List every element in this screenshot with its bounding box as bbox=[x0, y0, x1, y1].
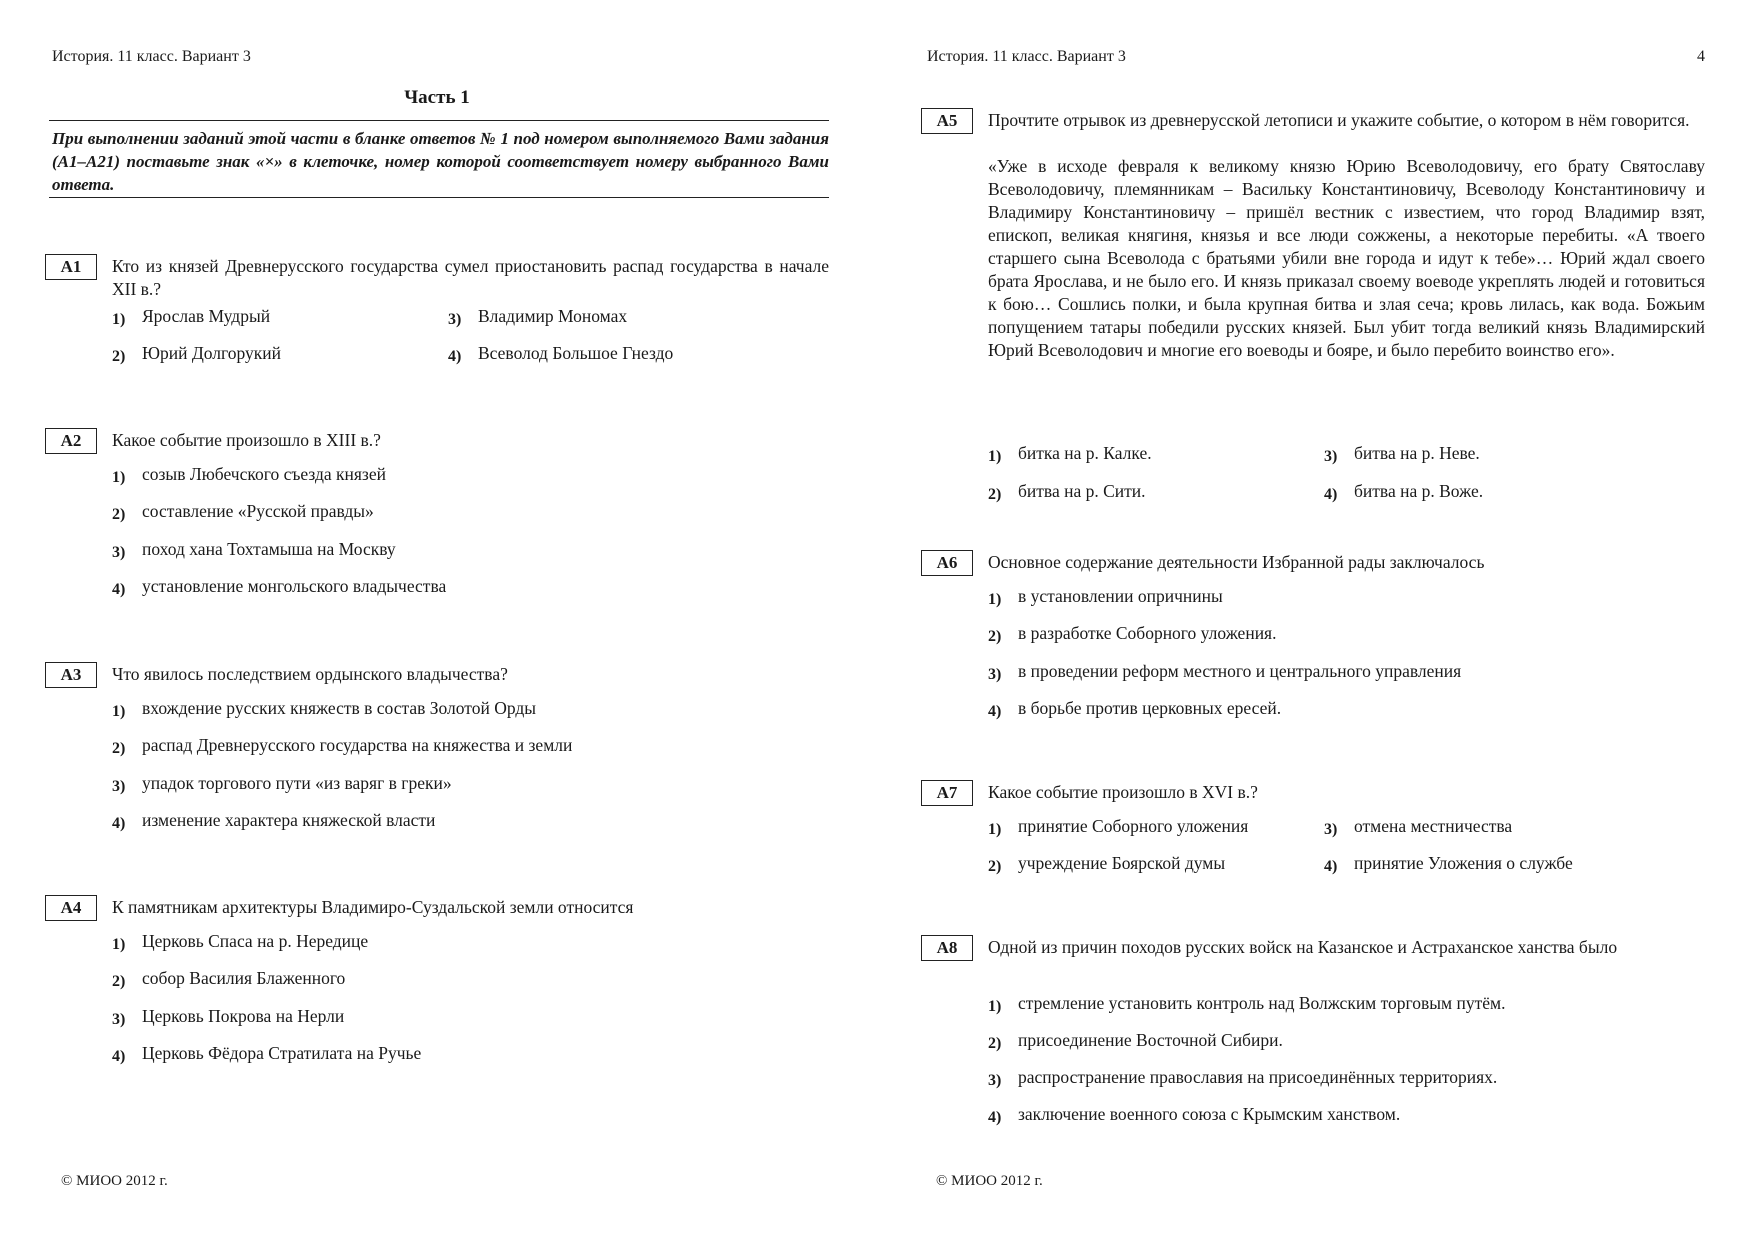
option-number: 2) bbox=[112, 506, 126, 523]
option-text: учреждение Боярской думы bbox=[1018, 853, 1226, 873]
option bbox=[988, 660, 1461, 683]
option bbox=[112, 463, 386, 486]
option-text: присоединение Восточной Сибири. bbox=[1018, 1030, 1283, 1050]
option bbox=[112, 967, 345, 990]
option-number: 1) bbox=[112, 936, 126, 953]
question-text: Какое событие произошло в XIII в.? bbox=[112, 430, 381, 450]
question-text: Одной из причин походов русских войск на Казанское и Астраханское ханства было bbox=[988, 937, 1618, 957]
option bbox=[112, 697, 536, 720]
option-text: битва на р. Воже. bbox=[1354, 481, 1484, 501]
option-number: 4) bbox=[112, 1048, 126, 1065]
option-number: 3) bbox=[448, 311, 462, 328]
option-number: 3) bbox=[988, 666, 1002, 683]
option-text: изменение характера княжеской власти bbox=[142, 810, 436, 830]
option-text: в проведении реформ местного и центрального управления bbox=[1018, 661, 1462, 681]
option-number: 4) bbox=[448, 348, 462, 365]
option bbox=[112, 772, 452, 795]
question-number: А5 bbox=[921, 108, 973, 134]
option bbox=[112, 305, 270, 328]
option-text: установление монгольского владычества bbox=[142, 576, 447, 596]
option bbox=[448, 305, 627, 328]
option-number: 1) bbox=[112, 311, 126, 328]
option-number: 3) bbox=[988, 1072, 1002, 1089]
option-number: 3) bbox=[112, 1011, 126, 1028]
option-number: 3) bbox=[112, 544, 126, 561]
option bbox=[112, 809, 435, 832]
option-text: Юрий Долгорукий bbox=[142, 343, 282, 363]
page-footer: © МИОО 2012 г. bbox=[936, 1173, 1043, 1189]
option-text: Церковь Спаса на р. Нередице bbox=[142, 931, 369, 951]
instructions: При выполнении заданий этой части в бланке ответов № 1 под номером выполняемого Вами задания (А1–А21) поставьте знак «×» в клеточке, номер которой соответствует номеру выбранного Вами ответа. bbox=[52, 129, 829, 194]
page-header: История. 11 класс. Вариант 3 bbox=[927, 48, 1126, 65]
part-title: Часть 1 bbox=[404, 87, 470, 108]
option-number: 2) bbox=[988, 858, 1002, 875]
option-number: 1) bbox=[988, 448, 1002, 465]
question-text: Кто из князей Древнерусского государства сумел приостановить распад государства в начале XII в.? bbox=[112, 256, 829, 299]
question-number: А2 bbox=[45, 428, 97, 454]
option-text: созыв Любечского съезда князей bbox=[142, 464, 386, 484]
option bbox=[988, 1066, 1497, 1089]
option bbox=[1324, 852, 1573, 875]
option bbox=[448, 342, 673, 365]
question-number: А6 bbox=[921, 550, 973, 576]
option-number: 4) bbox=[1324, 858, 1338, 875]
option-number: 1) bbox=[112, 469, 126, 486]
chronicle-passage: «Уже в исходе февраля к великому князю Юрию Всеволодовичу, его брату Святославу Всеволодовичу, племянникам – Васильку Константиновичу, Всеволоду Константиновичу и Владимиру Константиновичу – пришёл вестник с известием, что город Владимир взят, епископ, великая княгиня, князья и все люди сожжены, а некоторые перебиты. «А твоего старшего сына Всеволода с братьями убили вне города и идут к тебе»… Юрий ждал своего брата Ярослава, и не было его. И князь приказал своему воеводе укреплять людей и готовиться к бою… Сошлись полки, и была крупная битва и злая сеча; кровь лилась, как вода. Божьим попущением татары победили русских князей. Был убит тогда великий князь Владимирский Юрий Всеволодович и многие его воеводы и бояре, и было перебито воинство его». bbox=[988, 156, 1705, 360]
option-number: 3) bbox=[112, 778, 126, 795]
option bbox=[112, 1042, 421, 1065]
option-text: поход хана Тохтамыша на Москву bbox=[142, 539, 396, 559]
option bbox=[988, 1103, 1400, 1126]
question-number: А4 bbox=[45, 895, 97, 921]
question-text: Что явилось последствием ордынского владычества? bbox=[112, 664, 508, 684]
option-text: битка на р. Калке. bbox=[1018, 443, 1152, 463]
option-text: вхождение русских княжеств в состав Золотой Орды bbox=[142, 698, 537, 718]
option-text: в борьбе против церковных ересей. bbox=[1018, 698, 1282, 718]
option-text: в разработке Соборного уложения. bbox=[1018, 623, 1277, 643]
option bbox=[112, 500, 374, 523]
option-text: битва на р. Неве. bbox=[1354, 443, 1480, 463]
option-number: 1) bbox=[112, 703, 126, 720]
option-text: стремление установить контроль над Волжским торговым путём. bbox=[1018, 993, 1506, 1013]
option-number: 4) bbox=[112, 581, 126, 598]
right-page bbox=[920, 0, 1705, 1239]
option-text: отмена местничества bbox=[1354, 816, 1513, 836]
page-footer: © МИОО 2012 г. bbox=[61, 1173, 168, 1189]
option-number: 3) bbox=[1324, 448, 1338, 465]
page-header: История. 11 класс. Вариант 3 bbox=[52, 48, 251, 65]
option bbox=[988, 815, 1248, 838]
option bbox=[988, 442, 1152, 465]
option-text: Церковь Фёдора Стратилата на Ручье bbox=[142, 1043, 422, 1063]
question-number: А3 bbox=[45, 662, 97, 688]
option-text: принятие Уложения о службе bbox=[1354, 853, 1573, 873]
option-text: битва на р. Сити. bbox=[1018, 481, 1146, 501]
option-number: 2) bbox=[988, 486, 1002, 503]
option-text: принятие Соборного уложения bbox=[1018, 816, 1249, 836]
option bbox=[1324, 480, 1483, 503]
question-text: Основное содержание деятельности Избранной рады заключалось bbox=[988, 552, 1485, 572]
option-number: 3) bbox=[1324, 821, 1338, 838]
option-text: распад Древнерусского государства на княжества и земли bbox=[142, 735, 573, 755]
option bbox=[988, 585, 1223, 608]
option bbox=[988, 480, 1146, 503]
divider-top bbox=[49, 120, 829, 121]
left-page bbox=[45, 0, 829, 1239]
question-text: Какое событие произошло в XVI в.? bbox=[988, 782, 1258, 802]
option bbox=[988, 1029, 1283, 1052]
option-number: 2) bbox=[988, 1035, 1002, 1052]
option-text: составление «Русской правды» bbox=[142, 501, 374, 521]
question-number: А1 bbox=[45, 254, 97, 280]
option bbox=[112, 734, 572, 757]
option bbox=[112, 930, 368, 953]
option bbox=[112, 1005, 344, 1028]
option-text: Ярослав Мудрый bbox=[142, 306, 271, 326]
option-number: 4) bbox=[112, 815, 126, 832]
page-number: 4 bbox=[1697, 48, 1705, 65]
option-number: 4) bbox=[988, 1109, 1002, 1126]
option-number: 2) bbox=[988, 628, 1002, 645]
option bbox=[988, 992, 1506, 1015]
option bbox=[1324, 815, 1512, 838]
option-number: 1) bbox=[988, 821, 1002, 838]
option bbox=[112, 575, 446, 598]
option-number: 2) bbox=[112, 348, 126, 365]
option-number: 4) bbox=[1324, 486, 1338, 503]
question-number: А8 bbox=[921, 935, 973, 961]
option-number: 4) bbox=[988, 703, 1002, 720]
question-text: К памятникам архитектуры Владимиро-Суздальской земли относится bbox=[112, 897, 634, 917]
option-number: 2) bbox=[112, 740, 126, 757]
option bbox=[988, 622, 1276, 645]
question-number: А7 bbox=[921, 780, 973, 806]
option bbox=[112, 342, 281, 365]
option-number: 1) bbox=[988, 998, 1002, 1015]
option-number: 2) bbox=[112, 973, 126, 990]
option-text: Владимир Мономах bbox=[478, 306, 628, 326]
option-text: Церковь Покрова на Нерли bbox=[142, 1006, 345, 1026]
option bbox=[988, 852, 1225, 875]
option bbox=[112, 538, 396, 561]
option-text: распространение православия на присоединённых территориях. bbox=[1018, 1067, 1498, 1087]
option-number: 1) bbox=[988, 591, 1002, 608]
option bbox=[988, 697, 1281, 720]
option-text: собор Василия Блаженного bbox=[142, 968, 346, 988]
divider-bottom bbox=[49, 197, 829, 198]
option-text: в установлении опричнины bbox=[1018, 586, 1223, 606]
option-text: заключение военного союза с Крымским ханством. bbox=[1018, 1104, 1401, 1124]
option-text: упадок торгового пути «из варяг в греки» bbox=[142, 773, 452, 793]
question-text: Прочтите отрывок из древнерусской летописи и укажите событие, о котором в нём говорится. bbox=[988, 110, 1690, 130]
option-text: Всеволод Большое Гнездо bbox=[478, 343, 674, 363]
option bbox=[1324, 442, 1480, 465]
